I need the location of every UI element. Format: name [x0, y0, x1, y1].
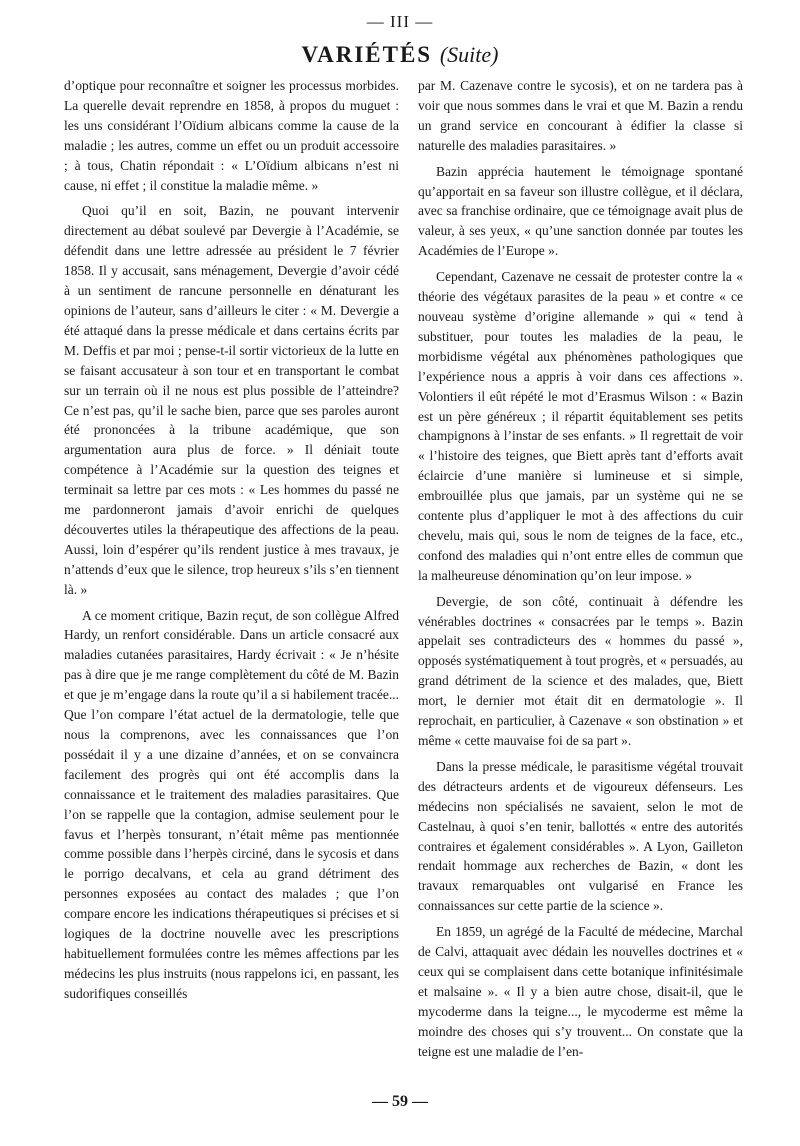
right-paragraph-2: Bazin apprécia hautement le témoignage spontané qu’apportait en sa faveur son illustre collègue, et il déclara, avec sa franchise ordinaire, que ce témoignage avait plus de valeur, à ses yeux, « qu’une sanction donnée par toutes les Académies de l’Europe ». — [418, 163, 743, 259]
right-paragraph-4: Devergie, de son côté, continuait à défendre les vénérables doctrines « consacrées par le temps ». Bazin appelait ses contradicteurs des « hommes du passé », opposés systématiquement à tout progrès, et « persuadés, au grand détriment de la science et des malades, que, Biett mort, le dernier mot était dit en dermatologie ». Il reprochait, en particulier, à Cazenave « son obstination » et même « cette mauvaise foi de sa part ». — [418, 593, 743, 748]
title-text: VARIÉTÉS — [301, 42, 433, 67]
left-paragraph-1: d’optique pour reconnaître et soigner les processus morbides. La querelle devait reprendre en 1858, à propos du muguet : les uns considérant l’Oïdium albicans comme la cause de la maladie ; les autres, comme un effet ou un produit accessoire ; à tous, Chatin répondait : « L’Oïdium albicans n’est ni cause, ni effet ; il constitue la maladie même. » — [64, 78, 399, 193]
left-column — [64, 76, 399, 1010]
right-paragraph-1: par M. Cazenave contre le sycosis), et on ne tardera pas à voir que nous sommes dans le vrai et que M. Bazin a rendu un grand service en concourant à édifier la classe si naturelle des maladies parasitaires. » — [418, 78, 743, 153]
page-number: — 59 — — [372, 1093, 428, 1110]
left-paragraph-3: A ce moment critique, Bazin reçut, de son collègue Alfred Hardy, un renfort considérable. Dans un article consacré aux maladies cutanées parasitaires, Hardy écrivait : « Je n’hésite pas à dire que je me range complètement du côté de M. Bazin et que je m’engage dans la route qu’il a si habilement tracée... Que l’on compare l’état actuel de la dermatologie, telle que nous la comprenons, avec les connaissances que l’on possédait il y a une dizaine d’années, et on se convaincra facilement des progrès qui ont été accomplis dans la connaissance et le traitement des maladies parasitaires. Que l’on se rappelle que la contagion, admise seulement pour le favus et l’herpès tonsurant, n’était même pas mentionnée comme possible dans l’herpès circiné, dans le sycosis et dans le porrigo decalvans, et cela au grand détriment des personnes exposées au contact des malades ; que l’on compare encore les indications thérapeutiques si précises et si logiques de la doctrine nouvelle avec les prescriptions habituellement formulées contre les mêmes affections par les médecins les plus instruits (nous rappelons ici, en passant, les sudorifiques conseillés — [64, 607, 399, 1001]
right-paragraph-5: Dans la presse médicale, le parasitisme végétal trouvait des détracteurs ardents et de vigoureux défenseurs. Les médecins non spécialisés ne savaient, selon le mot de Castelnau, à quoi s’en tenir, ballottés « entre des autorités contraires et également considérables ». A Lyon, Gailleton rendait hommage aux recherches de Bazin, « dont les travaux remarquables ont vulgarisé en France les connaissances sur cette partie de la science ». — [418, 758, 743, 914]
right-paragraph-3: Cependant, Cazenave ne cessait de protester contre la « théorie des végétaux parasites de la peau » et contre « ce nouveau système d’origine allemande » qui « tend à substituer, pour toutes les maladies de la peau, le morbidisme végétal aux phénomènes pathologiques que l’expérience nous a appris à voir dans ces affections ». Volontiers il eût répété le mot d’Erasmus Wilson : « Bazin est un père généreux ; il répartit équitablement ses petits champignons à l’instar de ses enfants. » Il regrettait de voir « l’histoire des teignes, que Biett après tant d’efforts avait éclaircie d’une manière si lumineuse et si simple, embrouillée plus que jamais, par un système qui ne se contente plus d’appliquer le mot à des affections du cuir chevelu, mais qui, sous le nom de teignes de la face, etc., confond des maladies qui n’ont entre elles de commun que la malheureuse dénomination qu’on leur impose. » — [418, 269, 743, 583]
right-column — [418, 76, 743, 1068]
section-number: — III — — [366, 12, 434, 31]
page-title — [0, 42, 800, 68]
right-paragraph-6: En 1859, un agrégé de la Faculté de médecine, Marchal de Calvi, attaquait avec dédain les nouvelles doctrines et « ceux qui se complaisent dans cette botanique infinitésimale et malsaine ». « Il y a bien autre chose, disait-il, que le mycoderme dans la teigne..., le mycoderme est même la moindre des choses qui s’y trouvent... On constate que la teigne est une maladie de l’en- — [418, 924, 743, 1059]
left-paragraph-2: Quoi qu’il en soit, Bazin, ne pouvant intervenir directement au débat soulevé par Devergie à l’Académie, se défendit dans une lettre adressée au président le 7 février 1858. Il y accusait, sans ménagement, Devergie d’avoir cédé à un sentiment de rancune personnelle en dénaturant les opinions de l’auteur, sans d’ailleurs le citer : « M. Devergie a été attaqué dans la presse médicale et dans certains écrits par M. Deffis et par moi ; pense-t-il sortir victorieux de la lutte en se faisant accusateur à son tour et en transportant le combat sur un terrain où il ne nous est plus possible de l’atteindre? Ce n’est pas, qu’il le sache bien, parce que ses paroles auront été prononcées à la tribune académique, que son argumentation aura plus de force. » Il déniait toute compétence à l’Académie sur la question des teignes et terminait sa lettre par ces mots : « Les hommes du passé ne me pardonneront jamais d’avoir enrichi de quelques découvertes utiles la thérapeutique des affections de la peau. Aussi, loin d’espérer qu’ils rendent justice à mes travaux, je n’attends d’eux que le silence, trop heureux s’ils s’en tiennent là. » — [64, 203, 399, 597]
title-subtitle: (Suite) — [439, 42, 499, 67]
